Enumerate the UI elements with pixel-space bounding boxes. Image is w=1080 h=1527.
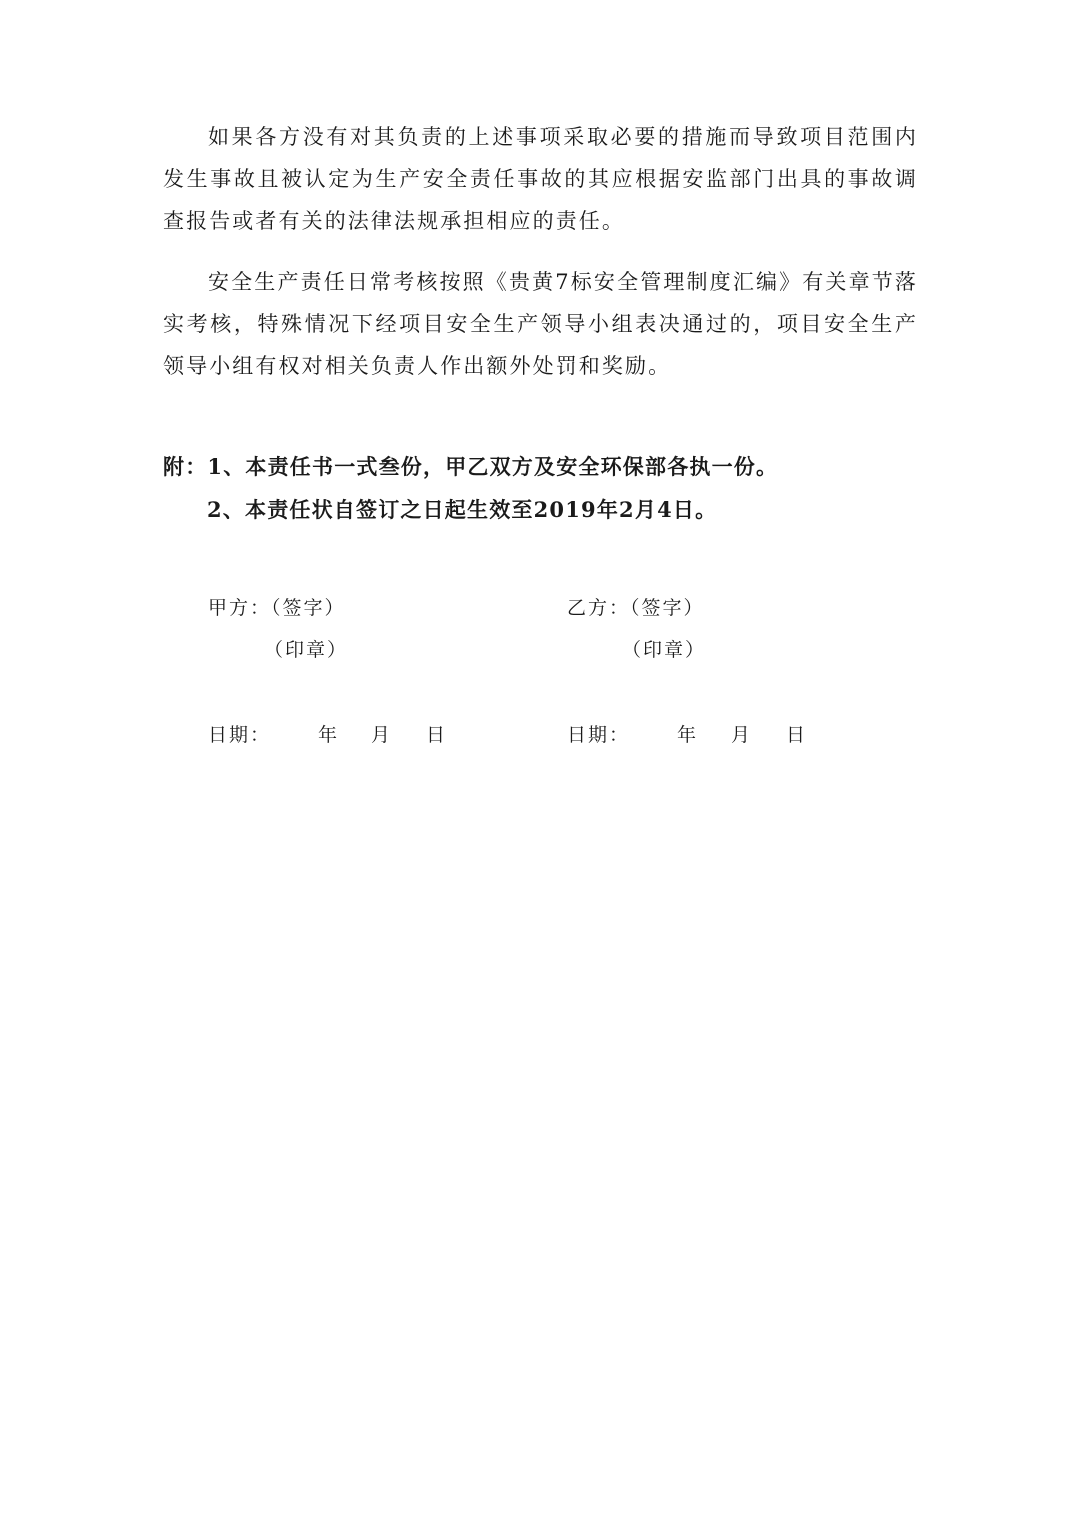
party-a-signature: 甲方：（签字） (208, 597, 346, 619)
party-a-date-label: 日期： (208, 724, 272, 746)
paragraph-assessment: 安全生产责任日常考核按照《贵黄7标安全管理制度汇编》有关章节落实考核，特殊情况下经项目安全生产领导小组表决通过的，项目安全生产领导小组有权对相关负责人作出额外处罚和奖励。 (163, 270, 918, 378)
appendix-note-1: 附：1、本责任书一式叁份，甲乙双方及安全环保部各执一份。 (163, 454, 779, 479)
party-a-year-label: 年 (318, 724, 338, 746)
party-b-month-label: 月 (731, 724, 751, 746)
party-a-month-label: 月 (371, 724, 391, 746)
party-b-signature: 乙方：（签字） (567, 597, 705, 619)
party-b-date-label: 日期： (567, 724, 631, 746)
party-a-day-label: 日 (426, 724, 446, 746)
paragraph-liability: 如果各方没有对其负责的上述事项采取必要的措施而导致项目范围内发生事故且被认定为生产安全责任事故的其应根据安监部门出具的事故调查报告或者有关的法律法规承担相应的责任。 (163, 125, 918, 233)
party-a-seal: （印章） (264, 639, 349, 661)
party-a-date (208, 720, 448, 746)
party-b-date (567, 720, 807, 746)
appendix-note-2: 2、本责任状自签订之日起生效至2019年2月4日。 (207, 497, 718, 522)
party-b-day-label: 日 (786, 724, 806, 746)
party-b-seal: （印章） (622, 639, 707, 661)
party-b-year-label: 年 (677, 724, 697, 746)
